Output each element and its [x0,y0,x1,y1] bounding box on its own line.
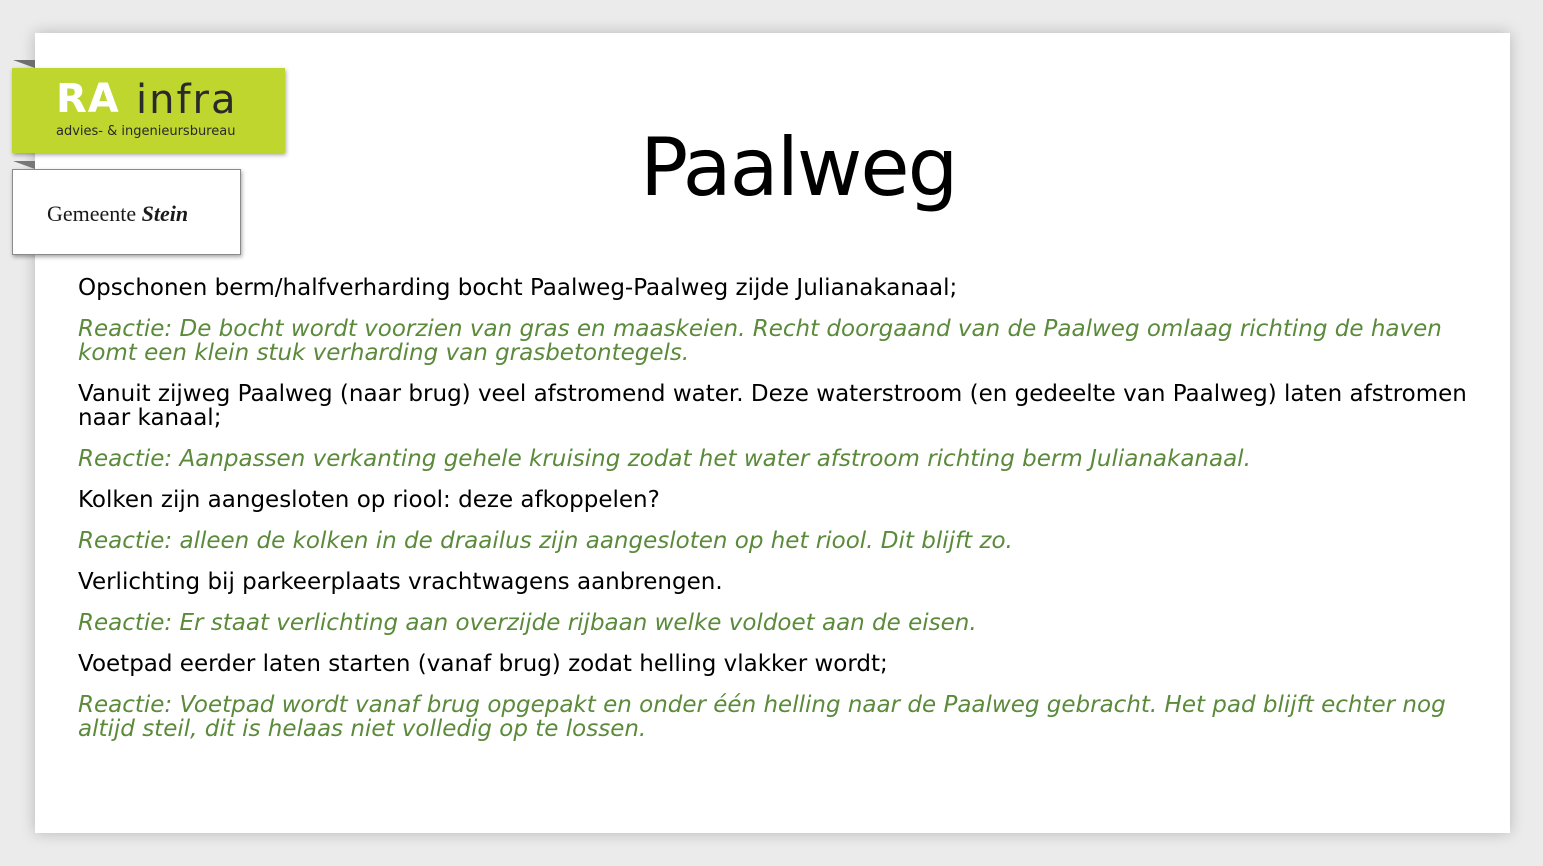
reply-3: Reactie: alleen de kolken in de draailus zijn aangesloten op het riool. Dit blijft zo. [78,528,1013,554]
slide-body [78,276,1488,758]
question-5: Voetpad eerder laten starten (vanaf brug) zodat helling vlakker wordt; [78,651,888,677]
reply-1: Reactie: De bocht wordt voorzien van gras en maaskeien. Recht doorgaand van de Paalweg omlaag richting de haven komt een klein stuk verharding van grasbetontegels. [78,316,1442,366]
question-2: Vanuit zijweg Paalweg (naar brug) veel afstromend water. Deze waterstroom (en gedeelte van Paalweg) laten afstromen naar kanaal; [78,381,1467,431]
logo-brand-bold: RA [56,76,120,122]
slide-title: Paalweg [640,121,957,214]
client-prefix: Gemeente [47,201,137,226]
question-4: Verlichting bij parkeerplaats vrachtwagens aanbrengen. [78,569,723,595]
logo-tagline: advies- & ingenieursbureau [56,124,236,139]
reply-4: Reactie: Er staat verlichting aan overzijde rijbaan welke voldoet aan de eisen. [78,610,977,636]
logo-fold [13,60,35,68]
question-1: Opschonen berm/halfverharding bocht Paalweg-Paalweg zijde Julianakanaal; [78,275,958,301]
client-label-text [47,201,188,227]
client-label [12,169,241,255]
question-3: Kolken zijn aangesloten op riool: deze afkoppelen? [78,487,660,513]
reply-5: Reactie: Voetpad wordt vanaf brug opgepakt en onder één helling naar de Paalweg gebracht. Het pad blijft echter nog altijd steil, dit is helaas niet volledig op te lossen. [78,692,1446,742]
logo-brand-light: infra [136,77,238,123]
reply-2: Reactie: Aanpassen verkanting gehele kruising zodat het water afstroom richting berm Julianakanaal. [78,446,1251,472]
client-name: Stein [141,201,189,226]
rainfra-logo [12,68,285,153]
client-label-fold [13,161,35,169]
